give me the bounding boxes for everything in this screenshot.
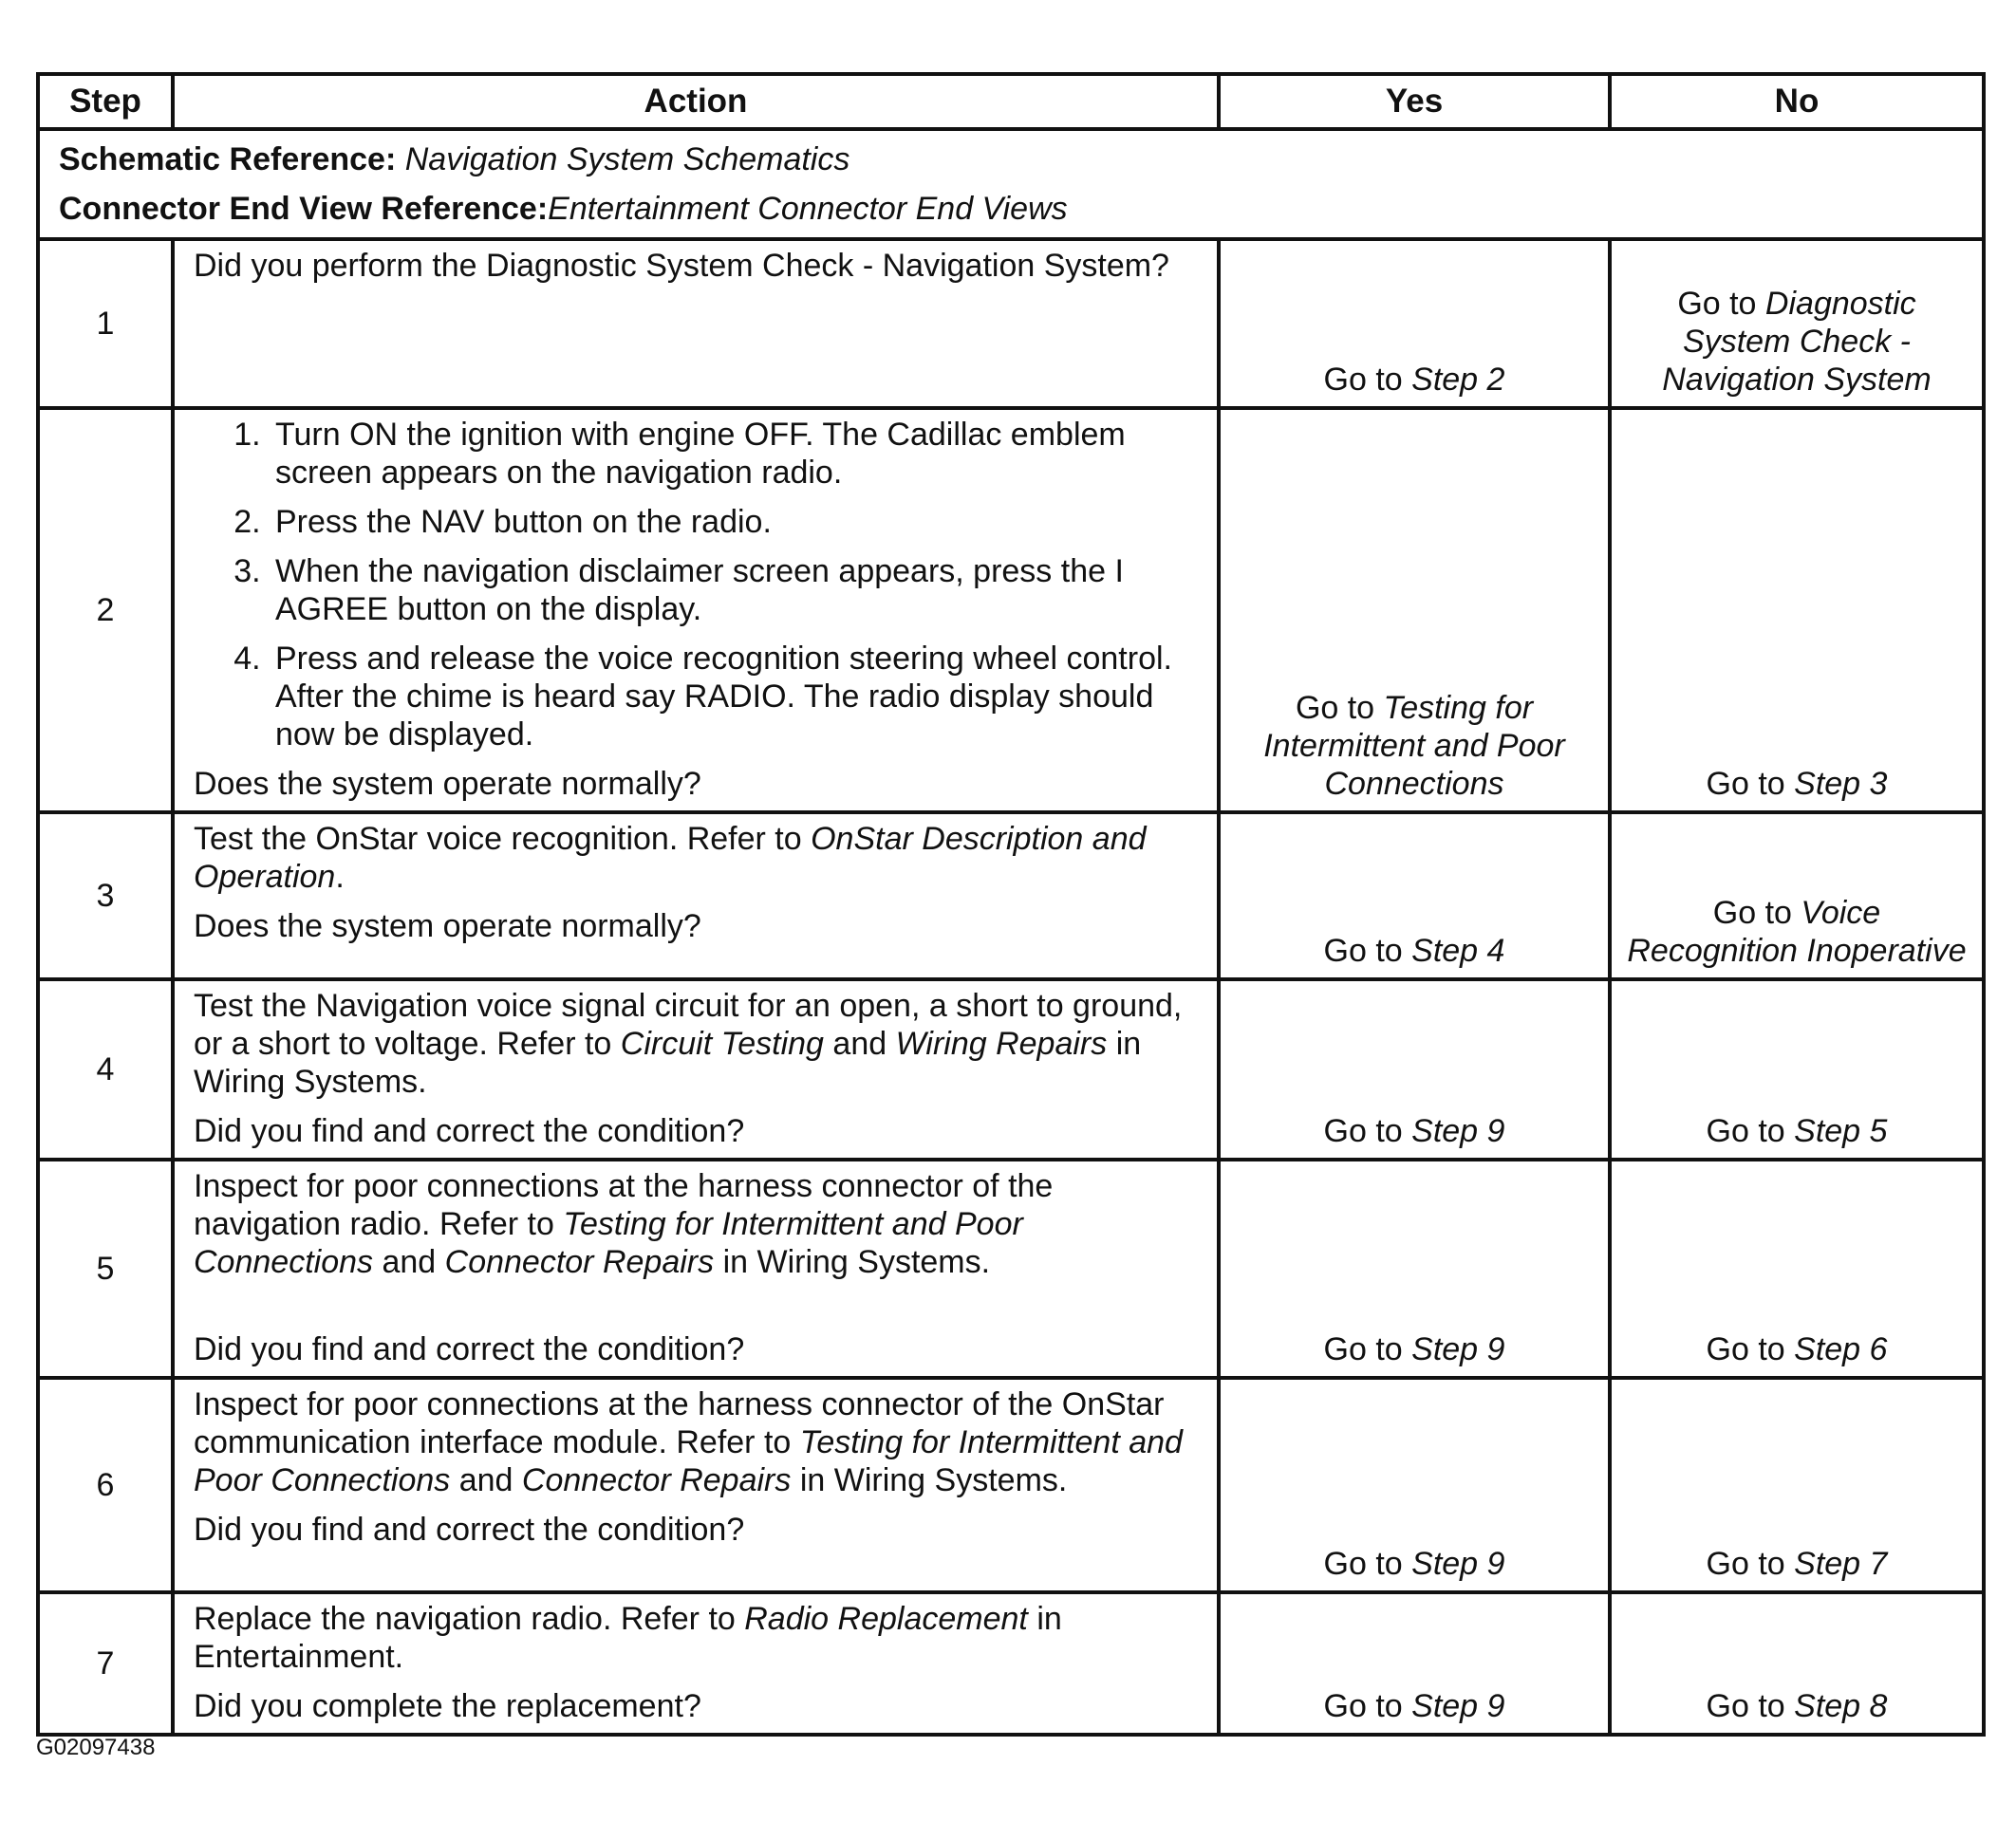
no-prefix: Go to (1706, 766, 1795, 802)
yes-link[interactable]: Step 9 (1411, 1546, 1505, 1582)
step-number: 5 (38, 1160, 173, 1378)
substep-list (194, 416, 1198, 753)
no-prefix: Go to (1706, 1113, 1795, 1149)
action-text-end: . (335, 859, 345, 895)
yes-prefix: Go to (1295, 690, 1384, 726)
no-link[interactable]: Step 6 (1794, 1331, 1888, 1367)
substep-item: 2. Press the NAV button on the radio. (270, 503, 1198, 541)
yes-link[interactable]: Step 9 (1411, 1688, 1505, 1724)
yes-link[interactable]: Testing for Intermittent and Poor Connections (1263, 690, 1565, 802)
action-question: Did you find and correct the condition? (194, 1512, 745, 1548)
no-prefix: Go to (1677, 286, 1765, 322)
action-link[interactable]: OnStar Description and Operation (194, 821, 1147, 895)
action-text (194, 1600, 1198, 1676)
no-cell (1610, 239, 1984, 408)
action-cell (173, 1160, 1219, 1378)
action-text-end: in Wiring Systems. (714, 1244, 991, 1280)
no-link[interactable]: Step 7 (1794, 1546, 1888, 1582)
action-link[interactable]: Wiring Repairs (895, 1026, 1108, 1062)
step-number: 1 (38, 239, 173, 408)
action-text-part: Test the OnStar voice recognition. Refer to (194, 821, 812, 857)
table-row (38, 1378, 1984, 1592)
no-prefix: Go to (1712, 895, 1801, 931)
table-row (38, 812, 1984, 979)
substep-item: 3. When the navigation disclaimer screen appears, press the I AGREE button on the display. (270, 552, 1198, 628)
yes-cell (1219, 1378, 1610, 1592)
action-cell (173, 1378, 1219, 1592)
action-text (194, 1167, 1198, 1281)
no-link[interactable]: Step 3 (1794, 766, 1888, 802)
action-link[interactable]: Connector Repairs (444, 1244, 715, 1280)
action-link[interactable]: Testing for Intermittent and Poor Connections (194, 1206, 1023, 1280)
table-row (38, 1592, 1984, 1735)
substep-item: 4. Press and release the voice recognition steering wheel control. After the chime is heard say RADIO. The radio display should now be displayed. (270, 640, 1198, 753)
action-text: Did you perform the Diagnostic System Check - Navigation System? (194, 248, 1169, 284)
reference-cell (38, 129, 1984, 239)
yes-cell (1219, 239, 1610, 408)
action-text-part: Inspect for poor connections at the harness connector of the navigation radio. Refer to (194, 1168, 1054, 1242)
yes-cell (1219, 1160, 1610, 1378)
action-cell (173, 812, 1219, 979)
action-link[interactable]: Connector Repairs (521, 1462, 792, 1498)
action-text-mid: and (450, 1462, 522, 1498)
step-number: 6 (38, 1378, 173, 1592)
header-action: Action (173, 74, 1219, 129)
no-cell (1610, 1592, 1984, 1735)
no-link[interactable]: Step 5 (1794, 1113, 1888, 1149)
action-link[interactable]: Testing for Intermittent and Poor Connections (194, 1424, 1183, 1498)
yes-cell (1219, 408, 1610, 812)
yes-prefix: Go to (1323, 1113, 1412, 1149)
step-number: 2 (38, 408, 173, 812)
yes-cell (1219, 979, 1610, 1160)
action-link[interactable]: Circuit Testing (620, 1026, 824, 1062)
step-number: 3 (38, 812, 173, 979)
action-text (194, 820, 1198, 896)
connector-reference (59, 184, 1963, 233)
action-text-part: Inspect for poor connections at the harness connector of the OnStar communication interface module. Refer to (194, 1386, 1165, 1460)
reference-row (38, 129, 1984, 239)
action-text-mid: and (373, 1244, 445, 1280)
action-text (194, 987, 1198, 1101)
action-text (194, 1385, 1198, 1499)
no-prefix: Go to (1706, 1331, 1795, 1367)
yes-link[interactable]: Step 4 (1411, 933, 1505, 969)
action-text-part: Replace the navigation radio. Refer to (194, 1601, 745, 1637)
step-number: 7 (38, 1592, 173, 1735)
action-text-end: in Entertainment. (194, 1601, 1062, 1675)
table-row (38, 239, 1984, 408)
no-cell (1610, 979, 1984, 1160)
yes-prefix: Go to (1323, 362, 1412, 398)
action-question: Did you complete the replacement? (194, 1688, 701, 1724)
no-cell (1610, 812, 1984, 979)
connector-reference-label: Connector End View Reference: (59, 191, 549, 227)
yes-link[interactable]: Step 9 (1411, 1113, 1505, 1149)
header-row (38, 74, 1984, 129)
schematic-reference-link[interactable]: Navigation System Schematics (404, 141, 850, 177)
no-prefix: Go to (1706, 1546, 1795, 1582)
action-text-end: in Wiring Systems. (791, 1462, 1068, 1498)
action-question: Did you find and correct the condition? (194, 1331, 745, 1367)
table-row (38, 979, 1984, 1160)
action-question: Does the system operate normally? (194, 908, 701, 944)
yes-prefix: Go to (1323, 1546, 1412, 1582)
table-row (38, 408, 1984, 812)
no-cell (1610, 1160, 1984, 1378)
header-no: No (1610, 74, 1984, 129)
action-question: Does the system operate normally? (194, 766, 701, 802)
figure-id: G02097438 (36, 1735, 156, 1760)
action-text-end: in Wiring Systems. (194, 1026, 1142, 1100)
no-link[interactable]: Voice Recognition Inoperative (1627, 895, 1967, 969)
schematic-reference (59, 135, 1963, 184)
connector-reference-link[interactable]: Entertainment Connector End Views (548, 191, 1068, 227)
no-link[interactable]: Diagnostic System Check - Navigation System (1662, 286, 1932, 398)
header-yes: Yes (1219, 74, 1610, 129)
action-link[interactable]: Radio Replacement (744, 1601, 1028, 1637)
action-text-mid: and (823, 1026, 896, 1062)
step-number: 4 (38, 979, 173, 1160)
yes-link[interactable]: Step 9 (1411, 1331, 1505, 1367)
no-prefix: Go to (1706, 1688, 1795, 1724)
header-step: Step (38, 74, 173, 129)
yes-prefix: Go to (1323, 1331, 1412, 1367)
action-cell (173, 1592, 1219, 1735)
yes-cell (1219, 812, 1610, 979)
yes-prefix: Go to (1323, 1688, 1412, 1724)
no-link[interactable]: Step 8 (1794, 1688, 1888, 1724)
action-cell (173, 239, 1219, 408)
schematic-reference-label: Schematic Reference: (59, 141, 397, 177)
substep-item: 1. Turn ON the ignition with engine OFF. The Cadillac emblem screen appears on the navigation radio. (270, 416, 1198, 492)
diagnostic-table (36, 72, 1986, 1737)
no-cell (1610, 408, 1984, 812)
table-row (38, 1160, 1984, 1378)
action-cell (173, 408, 1219, 812)
no-cell (1610, 1378, 1984, 1592)
action-cell (173, 979, 1219, 1160)
yes-link[interactable]: Step 2 (1411, 362, 1505, 398)
yes-prefix: Go to (1323, 933, 1412, 969)
yes-cell (1219, 1592, 1610, 1735)
action-text-part: Test the Navigation voice signal circuit for an open, a short to ground, or a short to voltage. Refer to (194, 988, 1183, 1062)
action-question: Did you find and correct the condition? (194, 1113, 745, 1149)
